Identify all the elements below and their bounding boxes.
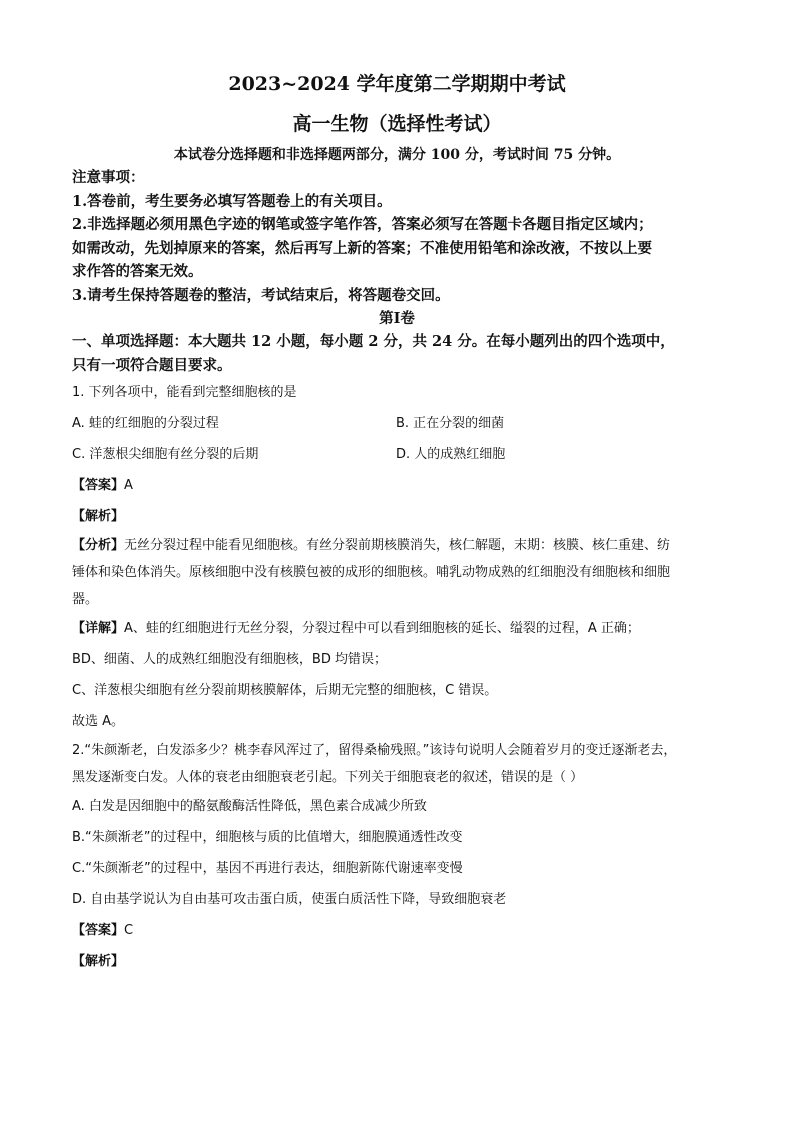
question-1-option-d: D. 人的成熟红细胞: [396, 447, 506, 462]
question-1-stem: 1. 下列各项中，能看到完整细胞核的是: [72, 385, 297, 400]
notice-item-2-line-3: 求作答的答案无效。: [72, 263, 203, 280]
question-1-conclusion: 故选 A。: [72, 714, 125, 729]
notice-item-3: 3.请考生保持答题卷的整洁，考试结束后，将答题卷交回。: [72, 286, 450, 304]
notice-item-2-line-1: 2.非选择题必须用黑色字迹的钢笔或签字笔作答，答案必须写在答题卡各题目指定区域内；: [72, 216, 653, 233]
volume-heading: 第Ⅰ卷: [379, 310, 415, 327]
question-1-fenxi-line-3: 器。: [72, 592, 99, 607]
exam-intro: 本试卷分选择题和非选择题两部分，满分 100 分，考试时间 75 分钟。: [173, 147, 621, 163]
question-2-answer: [72, 915, 722, 946]
question-1-analysis-tag: 【解析】: [72, 509, 125, 524]
exam-title: 2023~2024 学年度第二学期期中考试: [228, 73, 566, 95]
question-1-options-row-2: [72, 439, 722, 470]
exam-subtitle: 高一生物（选择性考试）: [292, 113, 502, 135]
question-1-detail-line-1: [72, 613, 722, 644]
question-2-option-b: B.“朱颜渐老”的过程中，细胞核与质的比值增大，细胞膜通透性改变: [72, 830, 463, 845]
question-2-option-c: C.“朱颜渐老”的过程中，基因不再进行表达，细胞新陈代谢速率变慢: [72, 861, 463, 876]
fenxi-tag: 【分析】: [72, 538, 125, 553]
notice-item-2-line-2: 如需改动，先划掉原来的答案，然后再写上新的答案；不准使用铅笔和涂改液，不按以上要: [72, 239, 652, 257]
question-1-option-b: B. 正在分裂的细菌: [396, 416, 505, 431]
question-2-stem-line-2: 黑发逐渐变白发。人体的衰老由细胞衰老引起。下列关于细胞衰老的叙述，错误的是（ ）: [72, 770, 584, 785]
question-2-option-a: A. 白发是因细胞中的酪氨酸酶活性降低，黑色素合成减少所致: [72, 799, 427, 814]
section-heading-line-2: 只有一项符合题目要求。: [72, 356, 232, 374]
exam-page: [72, 62, 722, 977]
detail-text: A、蛙的红细胞进行无丝分裂，分裂过程中可以看到细胞核的延长、缢裂的过程，A 正确；: [124, 621, 640, 636]
question-1-option-c: C. 洋葱根尖细胞有丝分裂的后期: [72, 447, 259, 462]
question-1-detail-line-2: BD、细菌、人的成熟红细胞没有细胞核，BD 均错误；: [72, 652, 387, 667]
question-1-detail-line-3: C、洋葱根尖细胞有丝分裂前期核膜解体，后期无完整的细胞核，C 错误。: [72, 683, 498, 698]
answer-value: A: [124, 478, 133, 493]
answer-value: C: [124, 923, 134, 938]
detail-tag: 【详解】: [72, 621, 125, 636]
answer-tag: 【答案】: [72, 478, 125, 493]
question-1-options-row-1: [72, 408, 722, 439]
notice-item-1: 1.答卷前，考生要务必填写答题卷上的有关项目。: [72, 192, 392, 210]
question-1-fenxi-line-2: 锤体和染色体消失。原核细胞中没有核膜包被的成形的细胞核。哺乳动物成熟的红细胞没有细胞核和细胞: [72, 565, 671, 580]
question-1-option-a: A. 蛙的红细胞的分裂过程: [72, 416, 219, 431]
section-heading-line-1: 一、单项选择题：本大题共 12 小题，每小题 2 分，共 24 分。在每小题列出的四个选项中，: [72, 333, 675, 350]
fenxi-text: 无丝分裂过程中能看见细胞核。有丝分裂前期核膜消失，核仁解题，末期：核膜、核仁重建、纺: [124, 538, 671, 553]
question-2-analysis-tag: 【解析】: [72, 954, 125, 969]
question-1-fenxi-line-1: [72, 532, 722, 559]
question-2-option-d: D. 自由基学说认为自由基可攻击蛋白质，使蛋白质活性下降，导致细胞衰老: [72, 892, 507, 907]
question-2-stem-line-1: 2.“朱颜渐老，白发添多少？桃李春风浑过了，留得桑榆残照。”该诗句说明人会随着岁月的变迁逐渐老去，: [72, 743, 677, 758]
notice-heading: 注意事项：: [72, 169, 145, 186]
question-1-answer: [72, 470, 722, 501]
answer-tag: 【答案】: [72, 923, 125, 938]
